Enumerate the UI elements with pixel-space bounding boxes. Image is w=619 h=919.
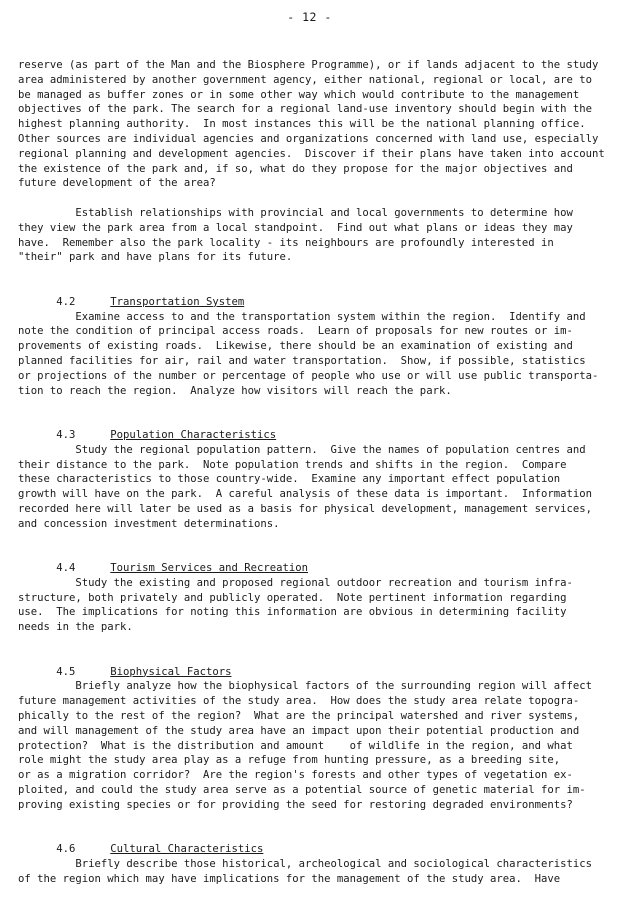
section-heading-4-4 [18,546,592,575]
text-line: or as a migration corridor? Are the region's forests and other types of vegetation ex- [18,769,573,782]
section-heading-4-5 [18,650,592,678]
section-heading-4-6 [18,827,592,856]
text-line: of the region which may have implications for the management of the study area. Have [18,872,561,885]
text-line: provements of existing roads. Likewise, there should be an examination of existing and [18,340,573,353]
text-line: "their" park and have plans for its future. [18,251,293,264]
text-line: needs in the park. [18,621,133,634]
section-title: Population Characteristics [110,428,277,441]
section-title: Transportation System [110,295,245,308]
text-line: be managed as buffer zones or in some other way which would contribute to the management [18,88,580,101]
text-line: future management activities of the study area. How does the study area relate topogra- [18,695,580,708]
section-number: 4.6 [56,843,76,856]
section-heading-4-2 [18,280,592,308]
section-number: 4.4 [56,562,76,575]
text-line: have. Remember also the park locality - its neighbours are profoundly interested in [18,236,554,249]
text-line: these characteristics to those country-wide. Examine any important effect population [18,473,561,486]
text-line: regional planning and development agencies. Discover if their plans have taken into account [18,147,605,160]
text-line: future development of the area? [18,177,216,190]
section-number: 4.5 [56,665,76,678]
text-line: Study the existing and proposed regional outdoor recreation and tourism infra- [18,576,573,589]
text-line: phically to the rest of the region? What are the principal watershed and river systems, [18,710,580,723]
text-line: use. The implications for noting this information are obvious in determining facility [18,606,567,619]
text-line: recorded here will later be used as a basis for physical development, management services, [18,502,593,515]
text-line: planned facilities for air, rail and water transportation. Show, if possible, statistics [18,354,586,367]
text-line: reserve (as part of the Man and the Biosphere Programme), or if lands adjacent to the study [18,59,599,71]
text-line: highest planning authority. In most instances this will be the national planning office. [18,118,586,131]
page-body [18,58,605,887]
text-line: objectives of the park. The search for a regional land-use inventory should begin with the [18,103,593,116]
text-line: Examine access to and the transportation system within the region. Identify and [18,310,586,323]
text-line: and concession investment determinations. [18,517,280,530]
text-line: they view the park area from a local standpoint. Find out what plans or ideas they may [18,221,573,234]
paragraph [18,58,605,191]
text-line: their distance to the park. Note population trends and shifts in the region. Compare [18,458,567,471]
paragraph [18,310,599,399]
text-line: or projections of the number or percentage of people who use or will use public transporta- [18,369,599,382]
text-line: and will management of the study area have an impact upon their potential production and [18,724,580,737]
paragraph [18,679,592,812]
text-line: Briefly describe those historical, archeological and sociological characteristics [18,858,593,871]
section-title: Cultural Characteristics [110,843,264,856]
page-number: - 12 - [287,10,332,24]
text-line: note the condition of principal access roads. Learn of proposals for new routes or im- [18,325,573,338]
section-heading-4-3 [18,413,592,441]
section-number: 4.3 [56,428,76,441]
section-title: Tourism Services and Recreation [110,562,308,575]
text-line: protection? What is the distribution and amount of wildlife in the region, and what [18,739,573,752]
text-line: the existence of the park and, if so, what do they propose for the major objectives and [18,162,573,175]
text-line: Other sources are individual agencies and organizations concerned with land use, especially [18,132,599,145]
paragraph [18,206,592,265]
text-line: tion to reach the region. Analyze how visitors will reach the park. [18,384,452,397]
text-line: Briefly analyze how the biophysical factors of the surrounding region will affect [18,680,593,693]
text-line: growth will have on the park. A careful analysis of these data is important. Information [18,488,593,501]
text-line: Study the regional population pattern. Give the names of population centres and [18,443,586,456]
text-line: structure, both privately and publicly operated. Note pertinent information regarding [18,591,567,604]
paragraph [18,857,592,887]
text-line: ploited, and could the study area serve as a potential source of genetic material for im- [18,784,586,797]
paragraph [18,443,592,532]
text-line: area administered by another government agency, either national, regional or local, are to [18,73,593,86]
section-number: 4.2 [56,295,76,308]
section-title: Biophysical Factors [110,665,232,678]
text-line: proving existing species or for providing the seed for restoring degraded environments? [18,798,573,811]
text-line: role might the study area play as a refuge from hunting pressure, as a breeding site, [18,754,561,767]
text-line: Establish relationships with provincial and local governments to determine how [18,206,573,219]
paragraph [18,576,592,635]
